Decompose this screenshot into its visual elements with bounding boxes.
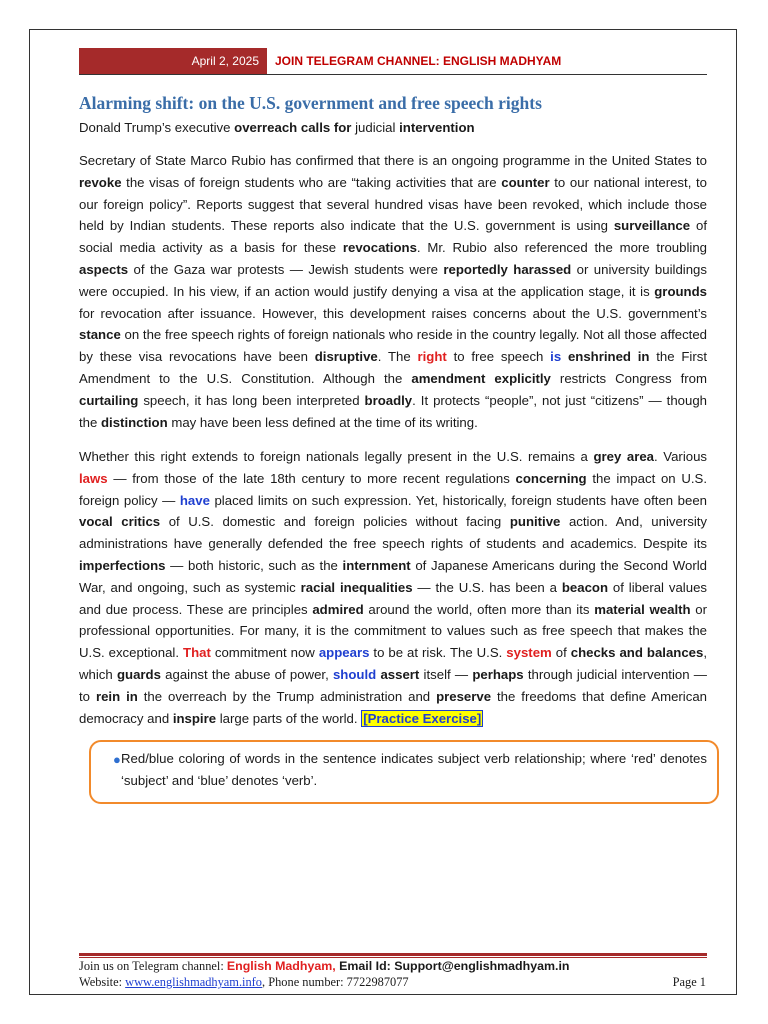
vocab-word: curtailing — [79, 392, 139, 408]
paragraph-2: Whether this right extends to foreign nationals legally present in the U.S. remains a grey area. Various laws — from those of the late 18th century to more recent regulations concerning the impact on U.S. foreign policy — have placed limits on such expression. Yet, historically, foreign students have often been vocal critics of U.S. domestic and foreign policies without facing punitive action. And, university administrations have generally defended the free speech rights of students and academics. Despite its imperfections — both historic, such as the internment of Japanese Americans during the Second World War, and ongoing, such as systemic racial inequalities — the U.S. has been a beacon of liberal values and due process. These are principles admired around the world, often more than its material wealth or professional opportunities. For many, it is the commitment to values such as free speech that makes the U.S. exceptional. That commitment now appears to be at risk. The U.S. system of checks and balances, which guards against the abuse of power, should assert itself — perhaps through judicial intervention — to rein in the overreach by the Trump administration and preserve the freedoms that define American democracy and inspire large parts of the world. [Practice Exercise] — [79, 449, 708, 726]
subject-word: laws — [79, 470, 108, 486]
article-subtitle — [79, 120, 709, 135]
header-rule — [79, 74, 707, 75]
practice-exercise-link[interactable]: [Practice Exercise] — [363, 710, 482, 726]
bullet-dot-icon: ● — [113, 752, 121, 767]
vocab-word: checks and balances — [570, 645, 704, 661]
header-date: April 2, 2025 — [79, 48, 267, 74]
vocab-word: stance — [79, 327, 121, 343]
subtitle-bold: overreach calls for — [234, 120, 352, 135]
vocab-word: admired — [312, 601, 364, 617]
vocab-word: inspire — [172, 710, 217, 726]
vocab-word: broadly — [364, 392, 413, 408]
footer-rule-thin — [79, 957, 707, 958]
subject-word: right — [417, 349, 447, 365]
subject-word: system — [506, 645, 552, 661]
footer-email: Email Id: Support@englishmadhyam.in — [335, 959, 570, 973]
header-bar — [79, 48, 707, 74]
note-text: Red/blue coloring of words in the sentence indicates subject verb relationship; where ‘red’ denotes ‘subject’ and ‘blue’ denotes ‘verb’. — [121, 751, 707, 788]
subtitle-text: Donald Trump’s executive — [79, 120, 235, 135]
footer-phone: , Phone number: 7722987077 — [262, 975, 409, 989]
vocab-word: guards — [116, 666, 161, 682]
article-title: Alarming shift: on the U.S. government and free speech rights — [79, 93, 542, 113]
vocab-word: grounds — [654, 283, 707, 299]
vocab-word: punitive — [509, 514, 561, 530]
footer-website-link[interactable]: www.englishmadhyam.info — [125, 975, 263, 989]
header-join-telegram: JOIN TELEGRAM CHANNEL: ENGLISH MADHYAM — [275, 54, 562, 68]
vocab-word: distinction — [101, 414, 168, 430]
vocab-word: revocations — [342, 240, 417, 256]
vocab-word: assert — [380, 666, 420, 682]
verb-word: appears — [318, 645, 370, 661]
vocab-word: beacon — [561, 579, 609, 595]
vocab-word: disruptive — [314, 349, 378, 365]
vocab-word: material wealth — [594, 601, 691, 617]
vocab-word: surveillance — [613, 218, 691, 234]
footer-contact-line — [79, 959, 569, 974]
subtitle-bold: intervention — [399, 120, 475, 135]
vocab-word: grey area — [593, 449, 655, 464]
vocab-word: aspects — [79, 261, 129, 277]
vocab-word: preserve — [436, 688, 492, 704]
verb-word: should — [332, 666, 377, 682]
footer-website-line — [79, 975, 409, 990]
vocab-word: rein in — [95, 688, 138, 704]
subtitle-text: judicial — [351, 120, 400, 135]
page-number: Page 1 — [672, 975, 706, 989]
footer-text: Join us on Telegram channel: — [79, 959, 227, 973]
vocab-word: imperfections — [79, 557, 166, 573]
vocab-word: reportedly harassed — [443, 261, 572, 277]
verb-word: have — [179, 492, 210, 508]
footer-channel-name: English Madhyam, — [226, 959, 336, 973]
vocab-word: vocal critics — [79, 514, 161, 530]
paragraph-1: Secretary of State Marco Rubio has confirmed that there is an ongoing programme in the United States to revoke the visas of foreign students who are “taking activities that are counter to our national interest, to our foreign policy”. Reports suggest that several hundred visas have been revoked, which include those held by Indian students. These reports also indicate that the U.S. government is using surveillance of social media activity as a basis for these revocations. Mr. Rubio also referenced the more troubling aspects of the Gaza war protests — Jewish students were reportedly harassed or university buildings were occupied. In his view, if an action would justify denying a visa at the application stage, it is grounds for revocation after issuance. However, this development raises concerns about the U.S. government’s stance on the free speech rights of foreign nationals who reside in the country legally. Not all those affected by these visa revocations have been disruptive. The right to free speech is enshrined in the First Amendment to the U.S. Constitution. Although the amendment explicitly restricts Congress from curtailing speech, it has long been interpreted broadly. It protects “people”, not just “citizens” — though the distinction may have been less defined at the time of its writing. — [79, 153, 708, 430]
note-box — [89, 740, 719, 804]
vocab-word: internment — [342, 557, 411, 573]
subject-word: That — [183, 645, 211, 661]
vocab-word: racial inequalities — [300, 579, 413, 595]
footer-text: Website: — [79, 975, 126, 989]
vocab-word: revoke — [79, 174, 122, 190]
footer-rule — [79, 953, 707, 956]
vocab-word: concerning — [515, 470, 587, 486]
vocab-word: perhaps — [472, 666, 524, 682]
vocab-word: enshrined in — [567, 349, 650, 365]
vocab-word: counter — [501, 174, 550, 190]
vocab-word: amendment explicitly — [411, 370, 551, 386]
verb-word: is — [550, 349, 562, 365]
